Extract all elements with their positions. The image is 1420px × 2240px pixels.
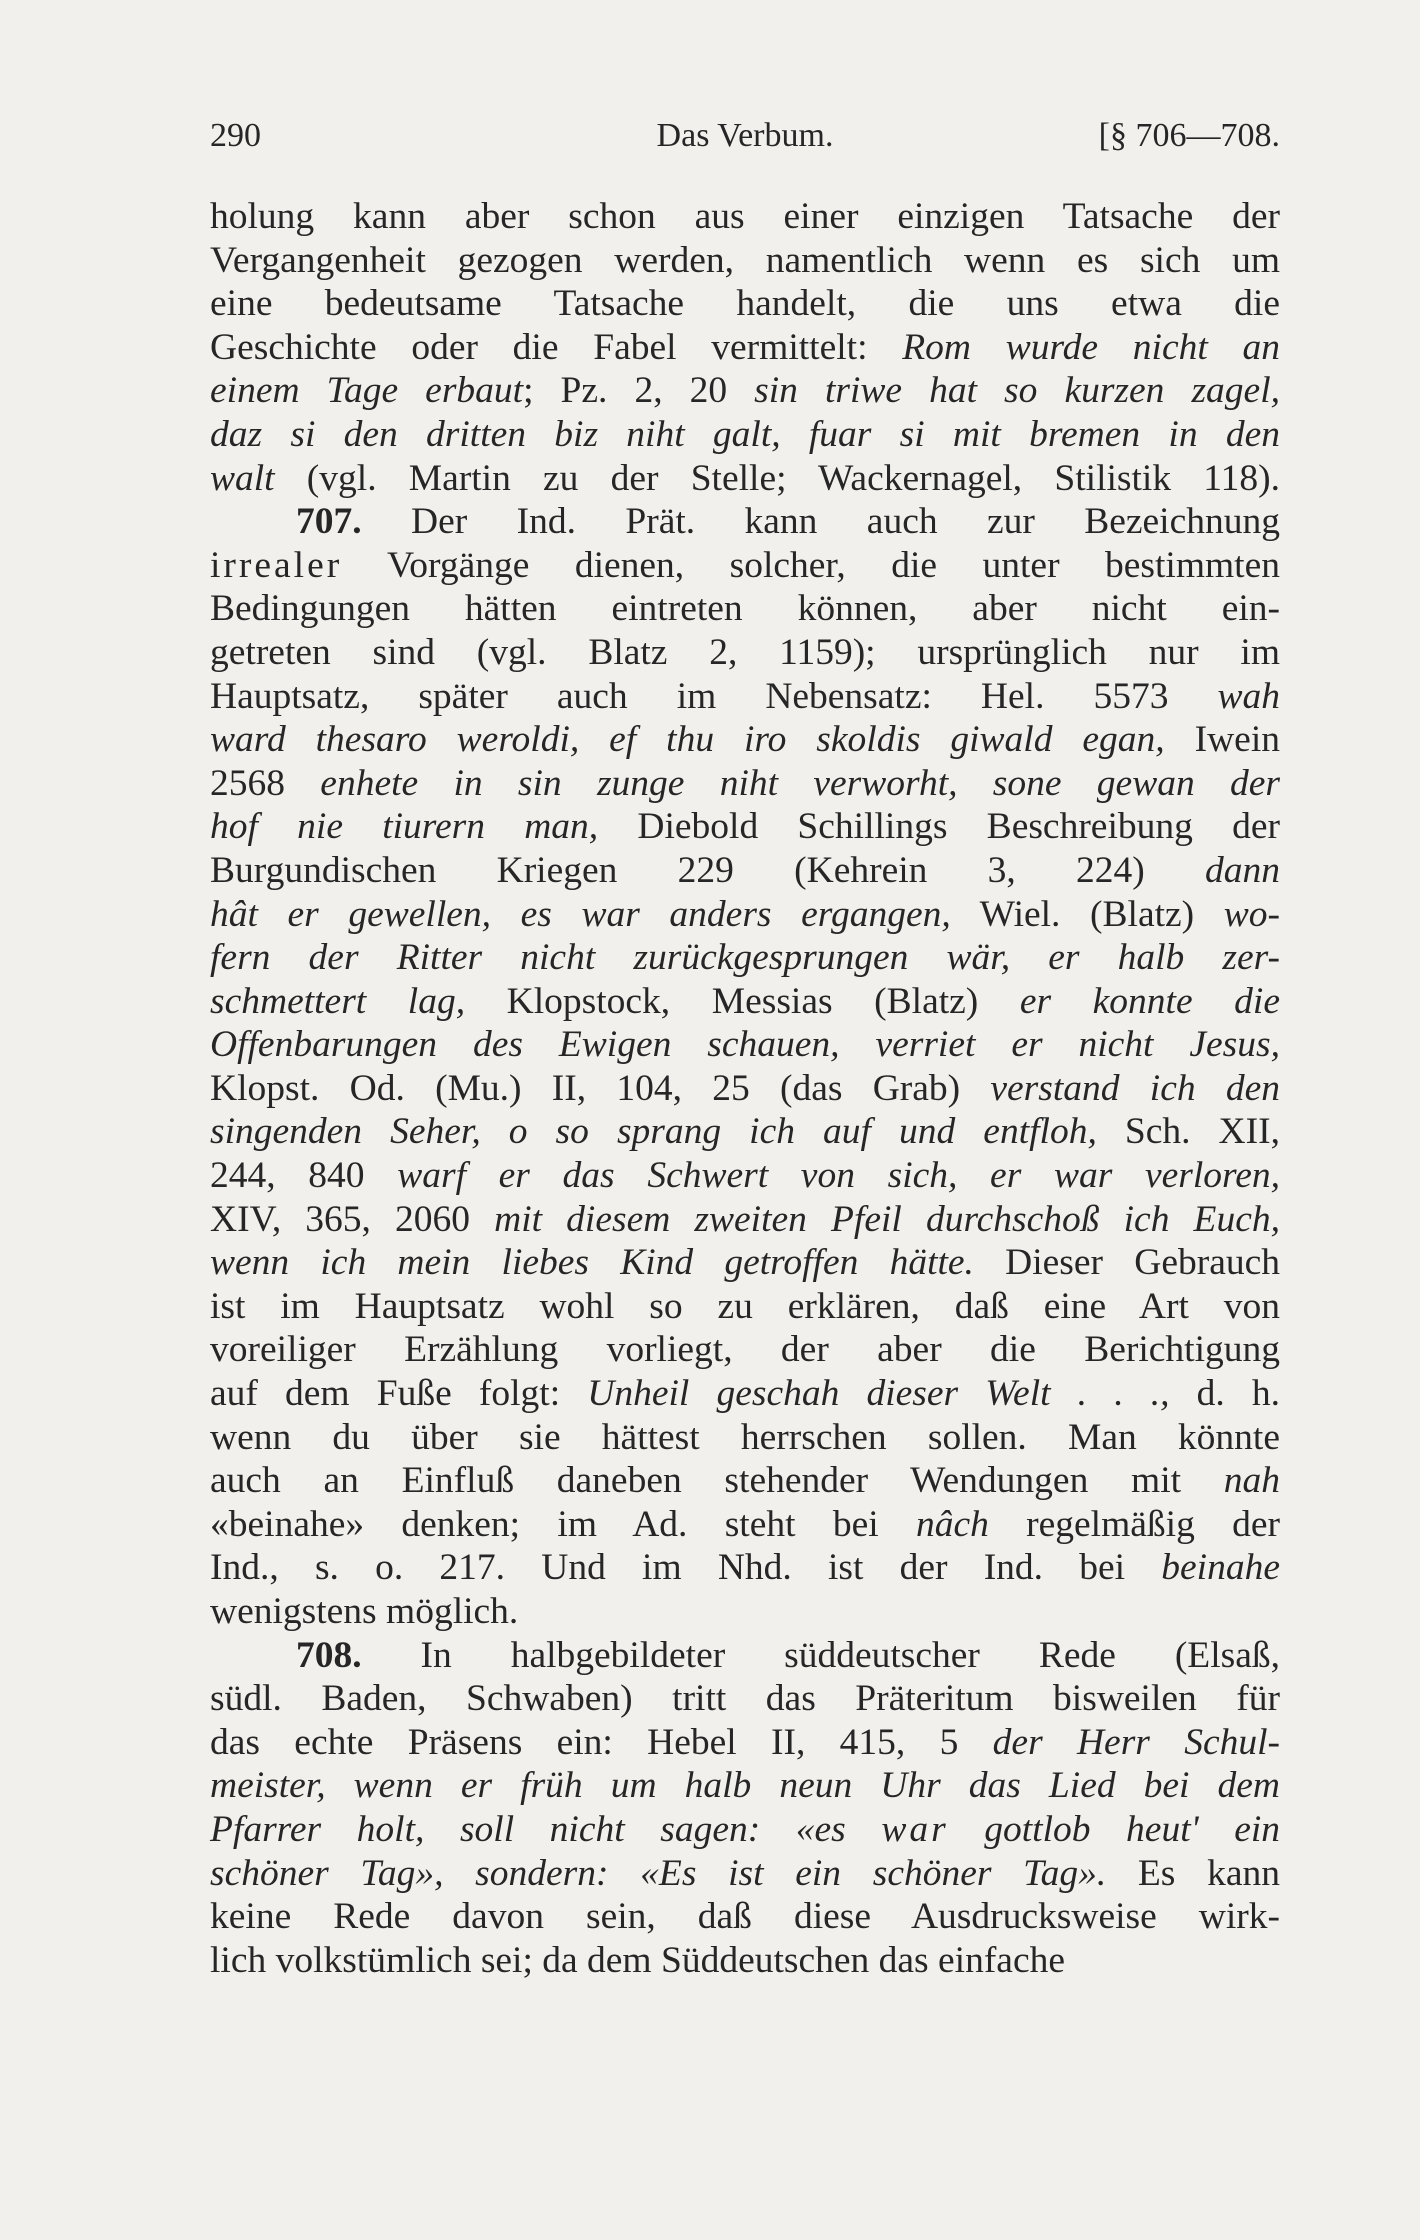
text-run: beinahe	[1161, 1547, 1280, 1589]
text-run: Hauptsatz, später auch im Nebensatz: Hel. 5573	[210, 675, 1218, 717]
text-line	[210, 1721, 1280, 1765]
text-line	[210, 326, 1280, 370]
text-run: d. h.	[1169, 1373, 1280, 1415]
text-run: nah	[1223, 1460, 1280, 1502]
text-run: Diebold Schillings Beschreibung der	[598, 806, 1280, 848]
text-run: Es kann	[1106, 1852, 1280, 1894]
text-run: In halbgebildeter süddeutscher Rede (Elsaß,	[361, 1634, 1280, 1676]
text-line	[210, 762, 1280, 806]
text-run: fern der Ritter nicht zurückgesprungen wär, er halb zer-	[210, 937, 1280, 979]
text-run: wo-	[1223, 893, 1281, 935]
text-run: regelmäßig der	[988, 1503, 1281, 1545]
text-run: holung kann aber schon aus einer einzigen Tatsache der	[210, 196, 1280, 237]
text-run: daz si den dritten biz niht galt, fuar si mit bremen in den	[210, 413, 1280, 455]
text-run: sin triwe hat so kurzen zagel,	[754, 370, 1280, 412]
text-line	[210, 413, 1280, 457]
page-number: 290	[210, 117, 261, 154]
text-line	[210, 1808, 1280, 1852]
text-line	[210, 457, 1280, 501]
text-run: 2568	[210, 762, 321, 804]
text-run: gottlob heut' ein	[948, 1808, 1281, 1850]
text-line	[210, 1546, 1280, 1590]
text-run: ; Pz. 2, 20	[523, 370, 755, 412]
text-run: warf er das Schwert von sich, er war verloren,	[397, 1155, 1281, 1197]
text-run: Klopst. Od. (Mu.) II, 104, 25 (das Grab)	[210, 1067, 991, 1109]
text-run: Geschichte oder die Fabel vermittelt:	[210, 326, 903, 368]
text-line	[210, 1852, 1280, 1896]
text-run: eine bedeutsame Tatsache handelt, die uns etwa die	[210, 283, 1280, 325]
text-line	[210, 1416, 1280, 1460]
text-line	[210, 544, 1280, 588]
text-run: singenden Seher, o so sprang ich auf und entfloh,	[210, 1111, 1097, 1153]
text-line	[210, 893, 1280, 937]
text-run: ist im Hauptsatz wohl so zu erklären, daß eine Art von	[210, 1285, 1280, 1327]
text-run: verstand ich den	[990, 1067, 1280, 1109]
text-run: (vgl. Martin zu der Stelle; Wackernagel, Stilistik 118).	[274, 457, 1280, 499]
text-run: schöner Tag», sondern: «Es ist ein schöner Tag».	[210, 1852, 1107, 1894]
text-run: auch an Einfluß daneben stehender Wendungen mit	[210, 1460, 1224, 1502]
text-line	[210, 1764, 1280, 1808]
text-line	[210, 936, 1280, 980]
text-line	[210, 1372, 1280, 1416]
text-run: lich volkstümlich sei; da dem Süddeutschen das einfache	[210, 1939, 1065, 1981]
text-line	[210, 1067, 1280, 1111]
text-run: wenigstens möglich.	[210, 1591, 519, 1632]
text-run: 244, 840	[210, 1155, 398, 1197]
text-run: irrealer	[210, 544, 343, 586]
text-line	[210, 1939, 1280, 1983]
text-line	[210, 718, 1280, 762]
text-run: Vorgänge dienen, solcher, die unter bestimmten	[342, 544, 1280, 586]
running-header	[210, 117, 1280, 167]
text-run: Wiel. (Blatz)	[950, 893, 1224, 935]
text-run: Klopstock, Messias (Blatz)	[465, 980, 1020, 1022]
text-run: Unheil geschah dieser Welt . . .,	[587, 1373, 1170, 1415]
text-line	[210, 1154, 1280, 1198]
text-line	[210, 675, 1280, 719]
text-run: Vergangenheit gezogen werden, namentlich wenn es sich um	[210, 239, 1280, 281]
text-line	[210, 1241, 1280, 1285]
text-line	[210, 282, 1280, 326]
text-run: ward thesaro weroldi, ef thu iro skoldis giwald egan,	[210, 719, 1165, 761]
text-run: Burgundischen Kriegen 229 (Kehrein 3, 224)	[210, 849, 1205, 891]
body-text	[210, 195, 1280, 1982]
text-run: auf dem Fuße folgt:	[210, 1373, 588, 1415]
text-line	[210, 1459, 1280, 1503]
text-run: wenn du über sie hättest herrschen sollen. Man könnte	[210, 1416, 1280, 1458]
text-line	[210, 849, 1280, 893]
text-run: südl. Baden, Schwaben) tritt das Präteritum bisweilen für	[210, 1678, 1280, 1720]
text-run: der Herr Schul-	[992, 1721, 1281, 1763]
text-line	[210, 631, 1280, 675]
text-run: walt	[210, 457, 275, 499]
text-run: getreten sind (vgl. Blatz 2, 1159); ursprünglich nur im	[210, 631, 1280, 673]
paragraph-number: 708.	[296, 1634, 362, 1676]
text-run: einem Tage erbaut	[210, 370, 524, 412]
text-line	[210, 805, 1280, 849]
text-run: wenn ich mein liebes Kind getroffen hätte.	[210, 1242, 974, 1284]
text-line	[210, 1590, 1280, 1634]
text-line	[210, 1198, 1280, 1242]
text-line	[210, 980, 1280, 1024]
text-run: Bedingungen hätten eintreten können, aber nicht ein-	[210, 588, 1280, 630]
text-run: Ind., s. o. 217. Und im Nhd. ist der Ind. bei	[210, 1547, 1162, 1589]
section-range: [§ 706—708.	[1098, 117, 1280, 154]
text-run: dann	[1205, 849, 1280, 891]
paragraph-number: 707.	[296, 501, 362, 543]
text-run: hât er gewellen, es war anders ergangen,	[210, 893, 951, 935]
text-run: war	[881, 1808, 949, 1850]
text-run: «beinahe» denken; im Ad. steht bei	[210, 1503, 916, 1545]
text-run: Der Ind. Prät. kann auch zur Bezeichnung	[361, 501, 1280, 543]
text-line	[210, 587, 1280, 631]
text-run: meister, wenn er früh um halb neun Uhr das Lied bei dem	[210, 1765, 1280, 1807]
running-title: Das Verbum.	[656, 117, 834, 154]
text-line	[210, 1634, 1280, 1678]
text-line	[210, 239, 1280, 283]
text-line	[210, 195, 1280, 239]
text-run: nâch	[915, 1503, 989, 1545]
text-line	[210, 500, 1280, 544]
text-run: Sch. XII,	[1096, 1111, 1280, 1153]
text-run: Offenbarungen des Ewigen schauen, verriet er nicht Jesus,	[210, 1024, 1280, 1066]
text-run: Pfarrer holt, soll nicht sagen: «es	[210, 1808, 882, 1850]
text-run: Dieser Gebrauch	[973, 1242, 1280, 1284]
text-run: XIV, 365, 2060	[210, 1198, 495, 1240]
text-line	[210, 1503, 1280, 1547]
text-run: das echte Präsens ein: Hebel II, 415, 5	[210, 1721, 993, 1763]
text-line	[210, 1328, 1280, 1372]
text-line	[210, 369, 1280, 413]
text-line	[210, 1895, 1280, 1939]
text-run: keine Rede davon sein, daß diese Ausdrucksweise wirk-	[210, 1896, 1280, 1938]
text-run: hof nie tiurern man,	[210, 806, 599, 848]
text-line	[210, 1677, 1280, 1721]
text-line	[210, 1285, 1280, 1329]
text-run: er konnte die	[1019, 980, 1280, 1022]
text-line	[210, 1110, 1280, 1154]
text-run: mit diesem zweiten Pfeil durchschoß ich Euch,	[494, 1198, 1280, 1240]
text-run: voreiliger Erzählung vorliegt, der aber die Berichtigung	[210, 1329, 1280, 1371]
text-line	[210, 1023, 1280, 1067]
text-run: Iwein	[1164, 719, 1280, 761]
text-run: wah	[1217, 675, 1280, 717]
text-run: schmettert lag,	[210, 980, 466, 1022]
text-run: Rom wurde nicht an	[902, 326, 1280, 368]
text-run: enhete in sin zunge niht verworht, sone gewan der	[320, 762, 1281, 804]
